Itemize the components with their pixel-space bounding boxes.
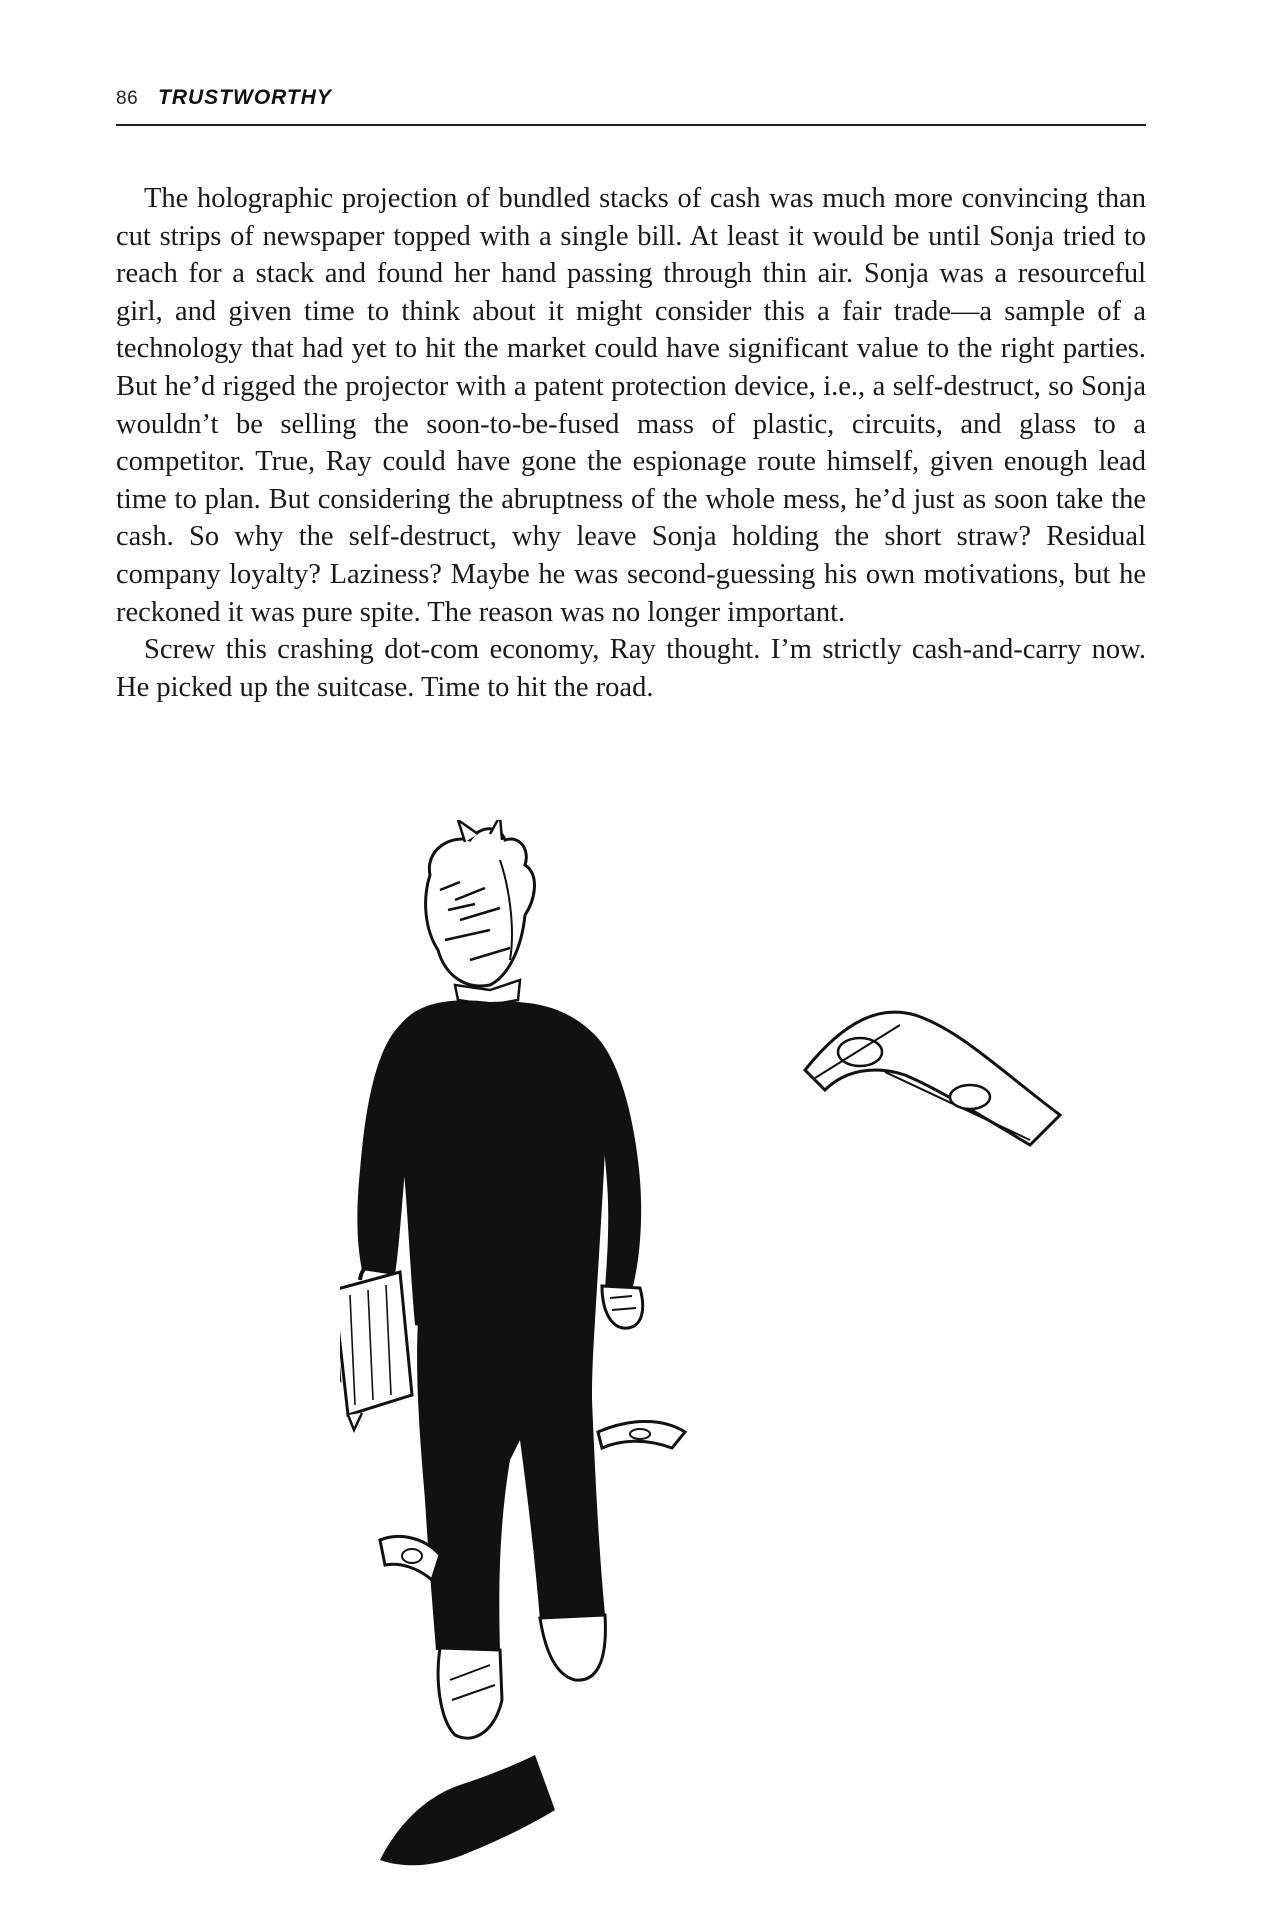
illustration-man-walking-away (340, 820, 1220, 1880)
right-shoe (540, 1615, 605, 1680)
right-hand (602, 1286, 643, 1328)
floating-bill-large (805, 1012, 1060, 1145)
suitcase (340, 1262, 412, 1430)
paragraph-2: Screw this crashing dot-com economy, Ray thought. I’m strictly cash-and-carry now. He picked up the suitcase. Time to hit the road. (116, 634, 1146, 703)
body-text (116, 180, 1146, 706)
head (426, 820, 535, 986)
floating-bill-small (598, 1421, 685, 1448)
jacket (395, 1000, 609, 1328)
paragraph-1: The holographic projection of bundled stacks of cash was much more convincing than cut strips of newspaper topped with a single bill. At least it would be until Sonja tried to reach for a stack and found her hand passing through thin air. Sonja was a resourceful girl, and given time to think about it might consider this a fair trade—a sample of a technology that had yet to hit the market could have significant value to the right parties. But he’d rigged the projector with a patent protection device, i.e., a self-destruct, so Sonja wouldn’t be selling the soon-to-be-fused mass of plastic, circuits, and glass to a competitor. True, Ray could have gone the espionage route himself, given enough lead time to plan. But considering the abruptness of the whole mess, he’d just as soon take the cash. So why the self-destruct, why leave Sonja holding the short straw? Residual company loyalty? Laziness? Maybe he was second-guessing his own motivations, but he reckoned it was pure spite. The reason was no longer important. (116, 183, 1146, 628)
running-header (116, 84, 1146, 126)
trousers (417, 1320, 605, 1650)
left-arm (357, 1025, 412, 1275)
book-title: TRUSTWORTHY (158, 86, 332, 109)
page-number: 86 (116, 88, 139, 109)
